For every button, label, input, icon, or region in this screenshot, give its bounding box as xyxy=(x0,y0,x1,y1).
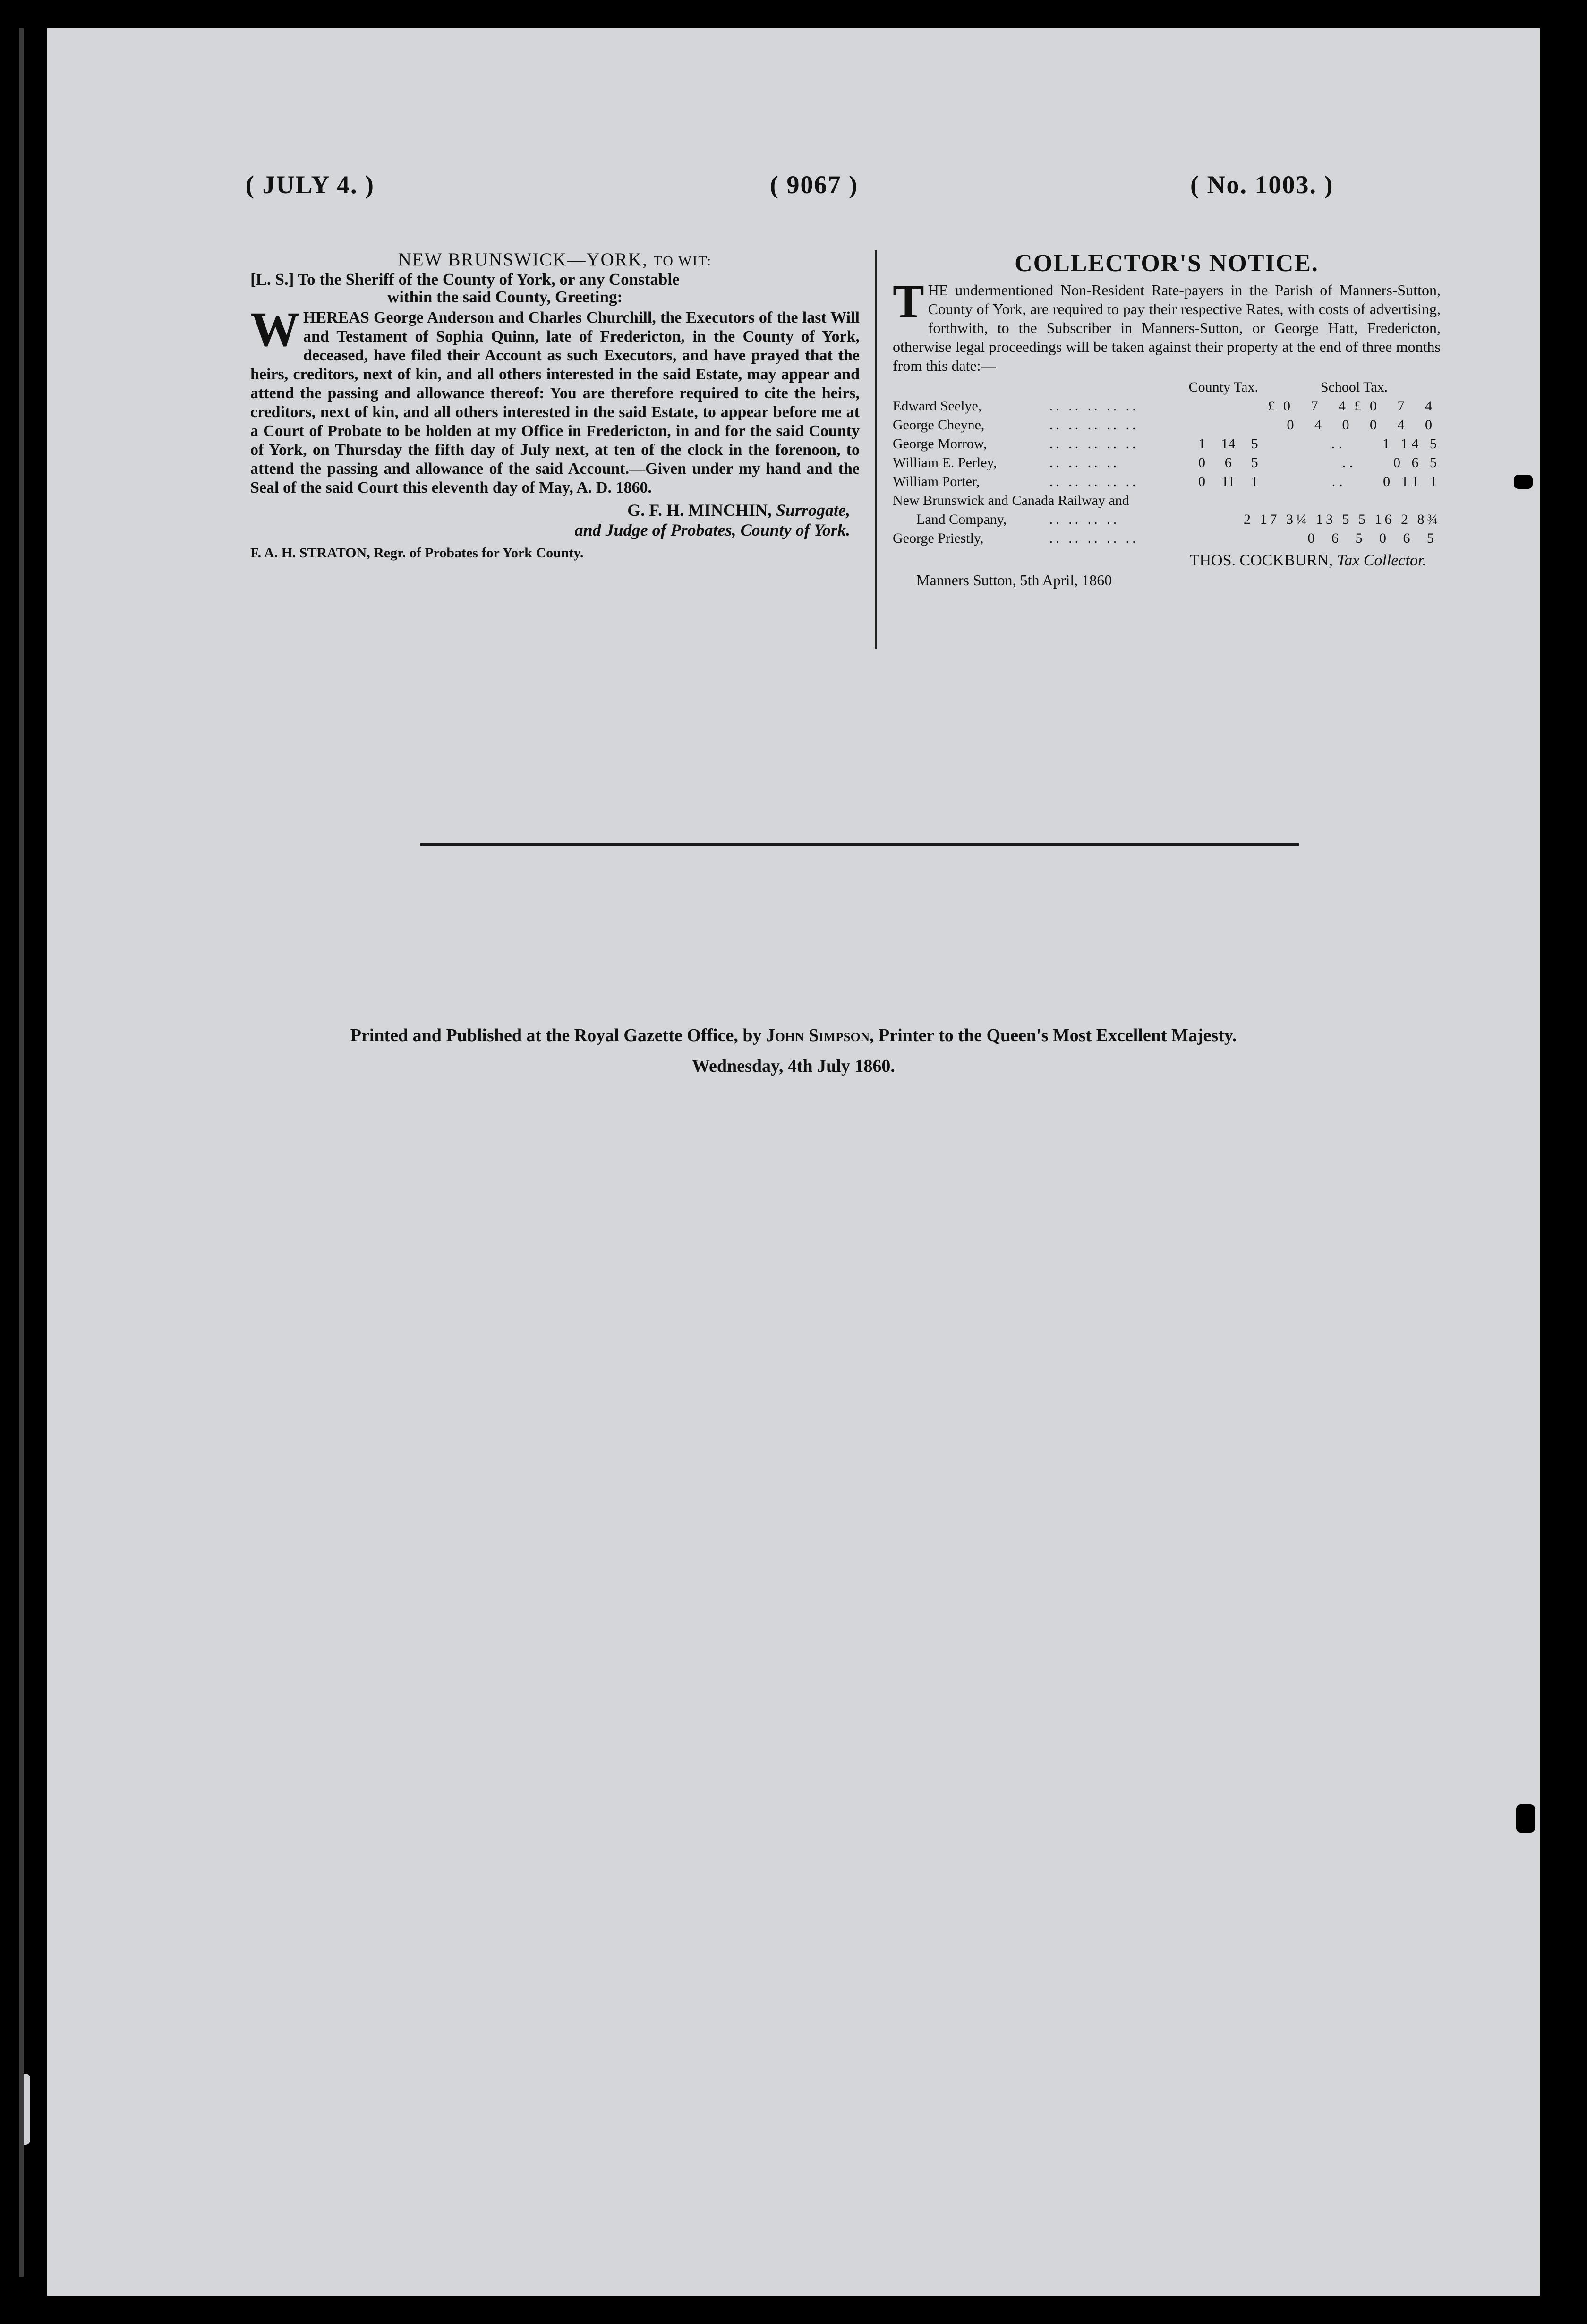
table-row: George Morrow, .. .. .. .. .. 1 14 5 .. 1 14 5 xyxy=(893,435,1441,453)
table-row: George Priestly, .. .. .. .. .. 0 6 5 0 6 5 xyxy=(893,530,1441,546)
row-values: .. 0 6 5 xyxy=(1342,455,1441,470)
row-values: £0 7 4£0 7 4 xyxy=(1268,398,1441,414)
publication-date: Wednesday, 4th July 1860. xyxy=(692,1056,895,1076)
collector-body: T HE undermentioned Non-Resident Rate-payers in the Parish of Manners-Sutton, County of York, are required to pay their respective Rates, with costs of advertising, forthwith, to the Subscriber in Manners-Sutton, or George Hatt, Fredericton, otherwise legal proceedings will be taken against their property at the end of three months from this date:— xyxy=(893,275,1441,374)
probate-addressee: [L. S.] To the Sheriff of the County of York, or any Constable xyxy=(250,270,680,289)
probate-title: NEW BRUNSWICK—YORK, TO WIT: xyxy=(398,249,712,270)
margin-ink-mark xyxy=(1516,1804,1535,1833)
gazette-page xyxy=(47,28,1540,2296)
table-row: Edward Seelye, .. .. .. .. .. £0 7 4£0 7 4 xyxy=(893,397,1441,416)
collector-title: COLLECTOR'S NOTICE. xyxy=(1015,250,1319,277)
row-values: .. 0 11 1 xyxy=(1331,474,1441,489)
collector-signature: THOS. COCKBURN, Tax Collector. xyxy=(1189,552,1426,569)
drop-cap: T xyxy=(893,275,924,327)
table-row: William Porter, .. .. .. .. .. 0 11 1 .. 0 11 1 xyxy=(893,472,1441,491)
horizontal-rule xyxy=(420,843,1299,846)
header-date: ( JULY 4. ) xyxy=(246,171,375,199)
probate-body: W HEREAS George Anderson and Charles Churchill, the Executors of the last Will and Testament of Sophia Quinn, late of Fredericton, in the County of York, deceased, have filed their Account as such Executors, and have prayed that the heirs, creditors, next of kin, and all others interested in the said Estate, may appear and attend the passing and allowance thereof: You are therefore required to cite the heirs, creditors, next of kin, and all others interested in the said Estate, to appear before me at a Court of Probate to be holden at my Office in Fredericton, in and for the said County of York, on Thursday the fifth day of July next, at ten of the clock in the forenoon, to attend the passing and allowance of the said Account.—Given under my hand and the Seal of the said Court this eleventh day of May, A. D. 1860. xyxy=(250,302,860,496)
table-row: Land Company, .. .. .. .. 2 17 3¼ 13 5 5 16 2 8¾ xyxy=(916,512,1441,527)
seal-mark: [L. S.] xyxy=(250,270,294,289)
probate-notice xyxy=(250,250,860,562)
table-row: New Brunswick and Canada Railway and xyxy=(893,493,1129,508)
row-values: 0 4 0 0 4 0 xyxy=(1287,417,1441,433)
collector-notice xyxy=(893,250,1441,590)
collector-place-date: Manners Sutton, 5th April, 1860 xyxy=(916,572,1112,589)
table-row: William E. Perley, .. .. .. .. 0 6 5 .. 0 6 5 xyxy=(893,453,1441,472)
row-values: .. 1 14 5 xyxy=(1331,436,1441,452)
probate-registrar: F. A. H. STRATON, Regr. of Probates for York County. xyxy=(250,545,584,561)
probate-signature: G. F. H. MINCHIN, Surrogate, and Judge of Probates, County of York. xyxy=(574,501,850,539)
margin-ink-mark xyxy=(1514,475,1533,489)
tax-table xyxy=(893,378,1441,548)
drop-cap: W xyxy=(250,302,299,357)
film-edge xyxy=(19,28,24,2277)
header-issue-number: ( No. 1003. ) xyxy=(1190,171,1334,199)
tax-table-header: County Tax. School Tax. xyxy=(1188,379,1388,395)
probate-addressee-line2: within the said County, Greeting: xyxy=(387,288,623,306)
column-divider xyxy=(875,250,877,649)
header-page-number: ( 9067 ) xyxy=(770,171,858,199)
table-row: George Cheyne, .. .. .. .. .. 0 4 0 0 4 0 xyxy=(893,416,1441,435)
printer-imprint: Printed and Published at the Royal Gazette Office, by John Simpson, Printer to the Queen's Most Excellent Majesty. xyxy=(350,1025,1237,1045)
